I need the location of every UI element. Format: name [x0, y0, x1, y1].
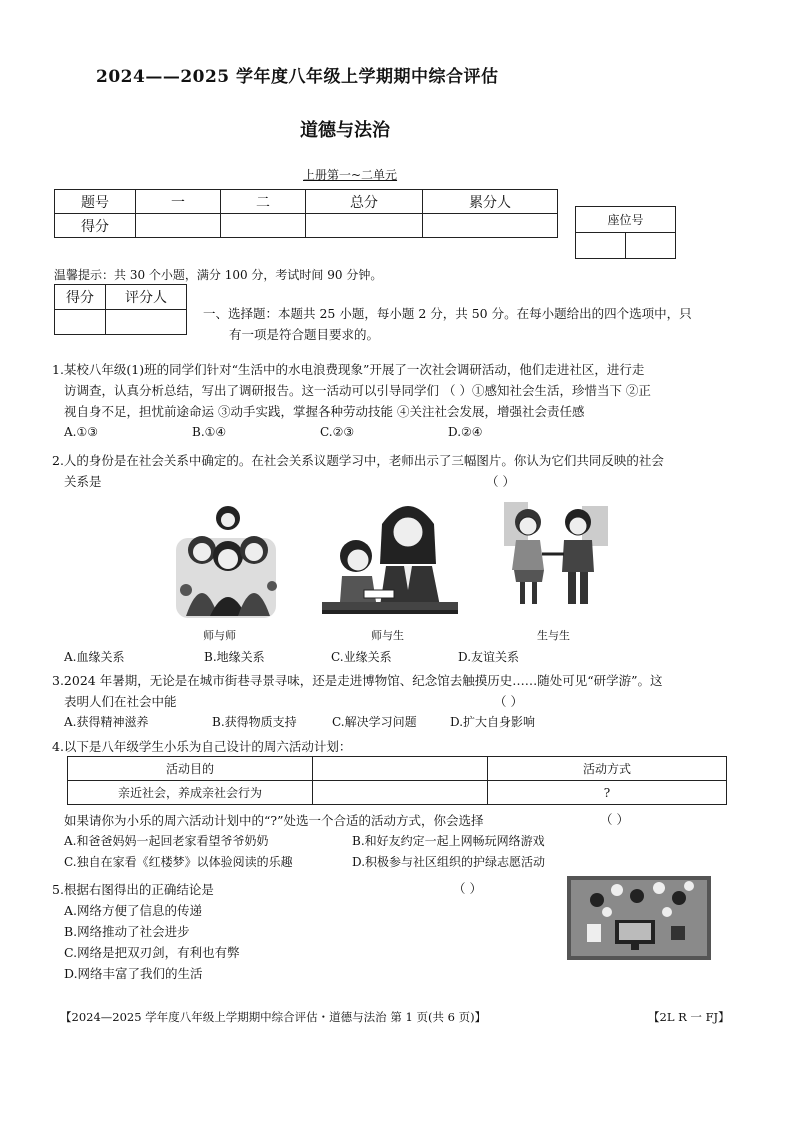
option-c[interactable]: C.②③	[320, 425, 355, 439]
plan-header: 活动目的	[68, 757, 313, 781]
question-3	[52, 670, 752, 733]
grader-label: 评分人	[106, 285, 187, 310]
option-d[interactable]: D.网络丰富了我们的生活	[64, 966, 203, 981]
option-b[interactable]: B.获得物质支持	[212, 715, 297, 729]
section-line: 有一项是符合题目要求的。	[229, 327, 380, 342]
teacher-student-illustration	[320, 494, 460, 620]
grader-score-cell[interactable]	[55, 310, 106, 335]
grader-score-label: 得分	[55, 285, 106, 310]
question-line: 关系是	[64, 474, 102, 489]
option-c[interactable]: C.业缘关系	[331, 650, 392, 664]
option-a[interactable]: A.获得精神滋养	[64, 715, 149, 729]
question-line: 4.以下是八年级学生小乐为自己设计的周六活动计划：	[52, 739, 352, 754]
question-line: 2.人的身份是在社会关系中确定的。在社会关系议题学习中，老师出示了三幅图片。你认为它们共同反映的社会	[52, 453, 664, 468]
score-header-cell: 二	[221, 190, 306, 214]
question-4-body	[52, 810, 752, 873]
plan-empty	[313, 757, 488, 781]
option-c[interactable]: C.独自在家看《红楼梦》以体验阅读的乐趣	[64, 855, 293, 869]
score-header-cell: 一	[136, 190, 221, 214]
page-footer: 【2024—2025 学年度八年级上学期期中综合评估・道德与法治 第 1 页(共 6 页)】	[60, 1010, 487, 1024]
seat-label: 座位号	[576, 207, 676, 233]
seat-cell[interactable]	[626, 233, 676, 259]
activity-plan-table	[67, 756, 727, 805]
score-cell[interactable]	[221, 214, 306, 238]
score-header-cell: 题号	[55, 190, 136, 214]
option-d[interactable]: D.②④	[448, 425, 483, 439]
score-cell[interactable]	[306, 214, 423, 238]
option-b[interactable]: B.网络推动了社会进步	[64, 924, 190, 939]
score-cell[interactable]	[136, 214, 221, 238]
score-table	[54, 189, 558, 238]
plan-empty	[313, 781, 488, 805]
option-a[interactable]: A.①③	[64, 425, 98, 439]
teachers-illustration	[172, 498, 282, 620]
grader-name-cell[interactable]	[106, 310, 187, 335]
score-cell[interactable]	[423, 214, 558, 238]
option-a[interactable]: A.血缘关系	[64, 650, 125, 664]
page-code: 【2L R 一 FJ】	[648, 1010, 730, 1024]
exam-title: 2024——2025 学年度八年级上学期期中综合评估	[96, 67, 499, 87]
answer-paren[interactable]: （ ）	[600, 812, 629, 827]
score-header-cell: 累分人	[423, 190, 558, 214]
question-1	[52, 359, 752, 443]
question-2	[52, 450, 752, 492]
option-b[interactable]: B.和好友约定一起上网畅玩网络游戏	[352, 834, 545, 848]
option-b[interactable]: B.①④	[192, 425, 227, 439]
seat-cell[interactable]	[576, 233, 626, 259]
option-a[interactable]: A.和爸爸妈妈一起回老家看望爷爷奶奶	[64, 834, 269, 848]
question-line: 表明人们在社会中能	[64, 694, 177, 709]
question-line: 1.某校八年级(1)班的同学们针对“生活中的水电浪费现象”开展了一次社会调研活动，他们走进社区，进行走	[52, 362, 645, 377]
network-illustration	[567, 876, 711, 960]
caption-3: 生与生	[537, 629, 570, 642]
section-line: 一、选择题：本题共 25 小题，每小题 2 分，共 50 分。在每小题给出的四个选项中，只	[203, 306, 692, 321]
question-line: 视自身不足，担忧前途命运 ③动手实践，掌握各种劳动技能 ④关注社会发展，增强社会责任感	[64, 404, 585, 419]
seat-table	[575, 206, 676, 259]
option-a[interactable]: A.网络方便了信息的传递	[64, 903, 203, 918]
option-c[interactable]: C.解决学习问题	[332, 715, 417, 729]
grader-table	[54, 284, 187, 335]
answer-paren[interactable]: （ ）	[453, 881, 482, 896]
question-line: 如果请你为小乐的周六活动计划中的“?”处选一个合适的活动方式，你会选择	[64, 813, 484, 828]
plan-value: 亲近社会，养成亲社会行为	[68, 781, 313, 805]
question-4	[52, 736, 752, 757]
question-line: 5.根据右图得出的正确结论是	[52, 882, 214, 897]
question-line: 访调查，认真分析总结，写出了调研报告。这一活动可以引导同学们 （ ）①感知社会生活，珍惜当下 ②正	[64, 383, 651, 398]
option-d[interactable]: D.友谊关系	[458, 650, 520, 664]
score-row-label: 得分	[55, 214, 136, 238]
scope-label: 上册第一~二单元	[303, 168, 398, 182]
question-2-options	[52, 647, 752, 668]
plan-header: 活动方式	[488, 757, 727, 781]
score-header-cell: 总分	[306, 190, 423, 214]
option-c[interactable]: C.网络是把双刃剑，有利也有弊	[64, 945, 240, 960]
caption-1: 师与师	[203, 629, 236, 642]
students-illustration	[500, 498, 612, 612]
option-d[interactable]: D.扩大自身影响	[450, 715, 536, 729]
option-b[interactable]: B.地缘关系	[204, 650, 265, 664]
subject-title: 道德与法治	[300, 120, 390, 141]
tip-text: 温馨提示：共 30 个小题，满分 100 分，考试时间 90 分钟。	[54, 268, 383, 282]
plan-value: ?	[488, 781, 727, 805]
option-d[interactable]: D.积极参与社区组织的护绿志愿活动	[352, 855, 546, 869]
question-line: 3.2024 年暑期，无论是在城市街巷寻景寻味，还是走进博物馆、纪念馆去触摸历史……随处可见“研学游”。这	[52, 673, 663, 688]
answer-paren[interactable]: （ ）	[494, 694, 523, 709]
caption-2: 师与生	[371, 629, 404, 642]
section-instructions	[203, 303, 743, 345]
answer-paren[interactable]: （ ）	[486, 474, 515, 489]
